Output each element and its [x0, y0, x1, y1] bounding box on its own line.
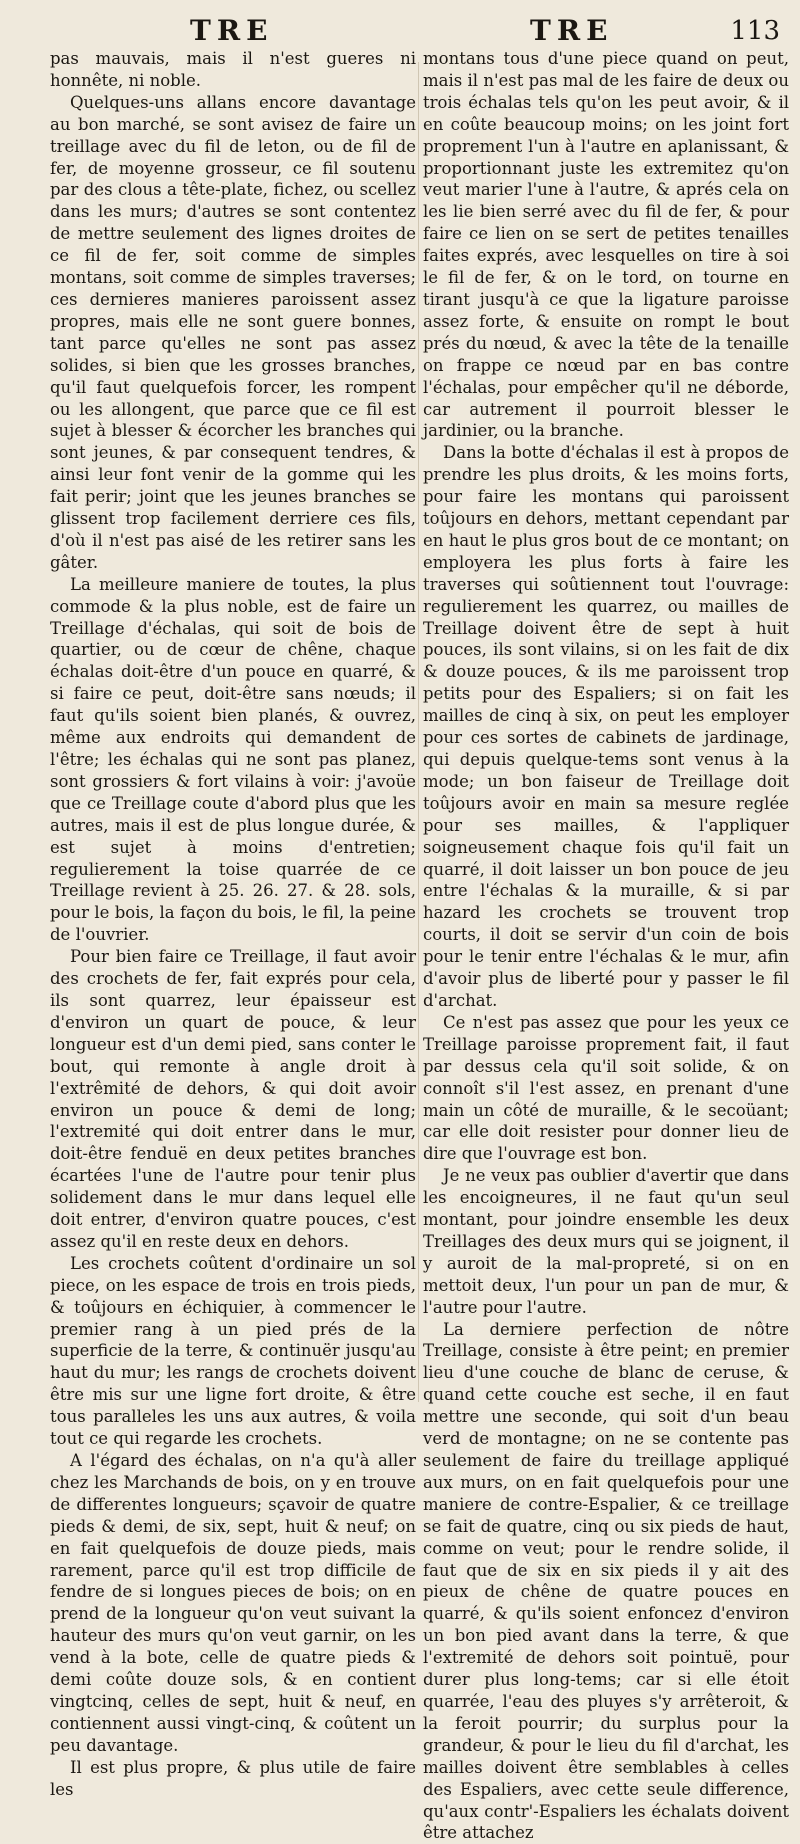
- page-number: 113: [730, 16, 780, 46]
- running-head-left: TRE: [190, 14, 274, 47]
- paragraph: La derniere perfection de nôtre Treillage, consiste à être peint; en premier lieu d'une couche de blanc de ceruse, & quand cette couche est seche, il en faut mettre une seconde, qui soit d'un beau verd de montagne; on ne se contente pas seulement de faire du treillage appliqué aux murs, on en fait quelquefois pour une maniere de contre-Espalier, & ce treillage se fait de quatre, cinq ou six pieds de haut, comme on veut; pour le rendre solide, il faut que de six en six pieds il y ait des pieux de chêne de quatre pouces en quarré, & qu'ils soient enfoncez d'environ un bon pied avant dans la terre, & que l'extremité de dehors soit pointuë, pour durer plus long-tems; car si elle étoit quarrée, l'eau des pluyes s'y arrêteroit, & la feroit pourrir; du surplus pour la grandeur, & pour le lieu du fil d'archat, les mailles doivent être semblables à celles des Espaliers, avec cette seule difference, qu'aux contr'-Espaliers les échalats doivent être attachez: [423, 1319, 789, 1843]
- paragraph: La meilleure maniere de toutes, la plus commode & la plus noble, est de faire un Treillage d'échalas, qui soit de bois de quartier, ou de cœur de chêne, chaque échalas doit-être d'un pouce en quarré, & si faire ce peut, doit-être sans nœuds; il faut qu'ils soient bien planés, & ouvrez, même aux endroits qui demandent de l'être; les échalas qui ne sont pas planez, sont grossiers & fort vilains à voir: j'avoüe que ce Treillage coute d'abord plus que les autres, mais il est de plus longue durée, & est sujet à moins d'entretien; regulierement la toise quarrée de ce Treillage revient à 25. 26. 27. & 28. sols, pour le bois, la façon du bois, le fil, la peine de l'ouvrier.: [50, 574, 416, 945]
- page-header: [0, 0, 800, 48]
- paragraph: Dans la botte d'échalas il est à propos de prendre les plus droits, & les moins forts, pour faire les montans qui paroissent toûjours en dehors, mettant cependant par en haut le plus gros bout de ce montant; on employera les plus forts à faire les traverses qui soûtiennent tout l'ouvrage: regulierement les quarrez, ou mailles de Treillage doivent être de sept à huit pouces, ils sont vilains, si on les fait de dix & douze pouces, & ils me paroissent trop petits pour des Espaliers; si on fait les mailles de cinq à six, on peut les employer pour ces sortes de cabinets de jardinage, qui depuis quelque-tems sont venus à la mode; un bon faiseur de Treillage doit toûjours avoir en main sa mesure reglée pour ses mailles, & l'appliquer soigneusement chaque fois qu'il fait un quarré, il doit laisser un bon pouce de jeu entre l'échalas & la muraille, & si par hazard les crochets se trouvent trop courts, il doit se servir d'un coin de bois pour le tenir entre l'échalas & le mur, afin d'avoir plus de liberté pour y passer le fil d'archat.: [423, 443, 789, 1010]
- paragraph: Il est plus propre, & plus utile de faire les: [50, 1757, 416, 1799]
- column-divider: [418, 62, 419, 1402]
- paragraph: Je ne veux pas oublier d'avertir que dans les encoigneures, il ne faut qu'un seul montant, pour joindre ensemble les deux Treillages des deux murs qui se joignent, il y auroit de la mal-propreté, si on en mettoit deux, l'un pour un pan de mur, & l'autre pour l'autre.: [423, 1166, 789, 1317]
- paragraph: A l'égard des échalas, on n'a qu'à aller chez les Marchands de bois, on y en trouve de differentes longueurs; sçavoir de quatre pieds & demi, de six, sept, huit & neuf; on en fait quelquefois de douze pieds, mais rarement, parce qu'il est trop difficile de fendre de si longues pieces de bois; on en prend de la longueur qu'on veut suivant la hauteur des murs qu'on veut garnir, on les vend à la bote, celle de quatre pieds & demi coûte douze sols, & en contient vingtcinq, celles de sept, huit & neuf, en contiennent aussi vingt-cinq, & coûtent un peu davantage.: [50, 1451, 416, 1755]
- paragraph: montans tous d'une piece quand on peut, mais il n'est pas mal de les faire de deux ou trois échalas tels qu'on les peut avoir, & il en coûte beaucoup moins; on les joint fort proprement l'un à l'autre en aplanissant, & proportionnant juste les extremitez qu'on veut marier l'une à l'autre, & aprés cela on les lie bien serré avec du fil de fer, & pour faire ce lien on se sert de petites tenailles faites exprés, avec lesquelles on tire à soi le fil de fer, & on le tord, on tourne en tirant jusqu'à ce que la ligature paroisse assez forte, & ensuite on rompt le bout prés du nœud, & avec la tête de la tenaille on frappe ce nœud par en bas contre l'échalas, pour empêcher qu'il ne déborde, car autrement il pourroit blesser le jardinier, ou la branche.: [423, 49, 789, 441]
- running-head-right: TRE: [530, 14, 614, 47]
- paragraph: Les crochets coûtent d'ordinaire un sol piece, on les espace de trois en trois pieds, & toûjours en échiquier, à commencer le premier rang à un pied prés de la superficie de la terre, & continuër jusqu'au haut du mur; les rangs de crochets doivent être mis sur une ligne fort droite, & être tous paralleles les uns aux autres, & voila tout ce qui regarde les crochets.: [50, 1253, 416, 1449]
- right-column: [423, 48, 789, 1844]
- paragraph: Ce n'est pas assez que pour les yeux ce Treillage paroisse proprement fait, il faut par dessus cela qu'il soit solide, & on connoît s'il l'est assez, en prenant d'une main un côté de muraille, & le secoüant; car elle doit resister pour donner lieu de dire que l'ouvrage est bon.: [423, 1012, 789, 1164]
- paragraph: Pour bien faire ce Treillage, il faut avoir des crochets de fer, fait exprés pour cela, ils sont quarrez, leur épaisseur est d'environ un quart de pouce, & leur longueur est d'un demi pied, sans conter le bout, qui remonte à angle droit à l'extrêmité de dehors, & qui doit avoir environ un pouce & demi de long; l'extremité qui doit entrer dans le mur, doit-être fenduë en deux petites branches écartées l'une de l'autre pour tenir plus solidement dans le mur dans lequel elle doit entrer, d'environ quatre pouces, c'est assez qu'il en reste deux en dehors.: [50, 947, 416, 1251]
- paragraph: Quelques-uns allans encore davantage au bon marché, se sont avisez de faire un treillage avec du fil de leton, ou de fil de fer, de moyenne grosseur, ce fil soutenu par des clous a tête-plate, fichez, ou scellez dans les murs; d'autres se sont contentez de mettre seulement des lignes droites de ce fil de fer, soit comme de simples montans, soit comme de simples traverses; ces dernieres manieres paroissent assez propres, mais elle ne sont guere bonnes, tant parce qu'elles ne sont pas assez solides, si bien que les grosses branches, qu'il faut quelquefois forcer, les rompent ou les allongent, que parce que ce fil est sujet à blesser & écorcher les branches qui sont jeunes, & par consequent tendres, & ainsi leur font venir de la gomme qui les fait perir; joint que les jeunes branches se glissent trop facilement derriere ces fils, d'où il n'est pas aisé de les retirer sans les gâter.: [50, 92, 416, 572]
- paragraph: pas mauvais, mais il n'est gueres ni honnête, ni noble.: [50, 49, 416, 90]
- left-column: [50, 48, 416, 1801]
